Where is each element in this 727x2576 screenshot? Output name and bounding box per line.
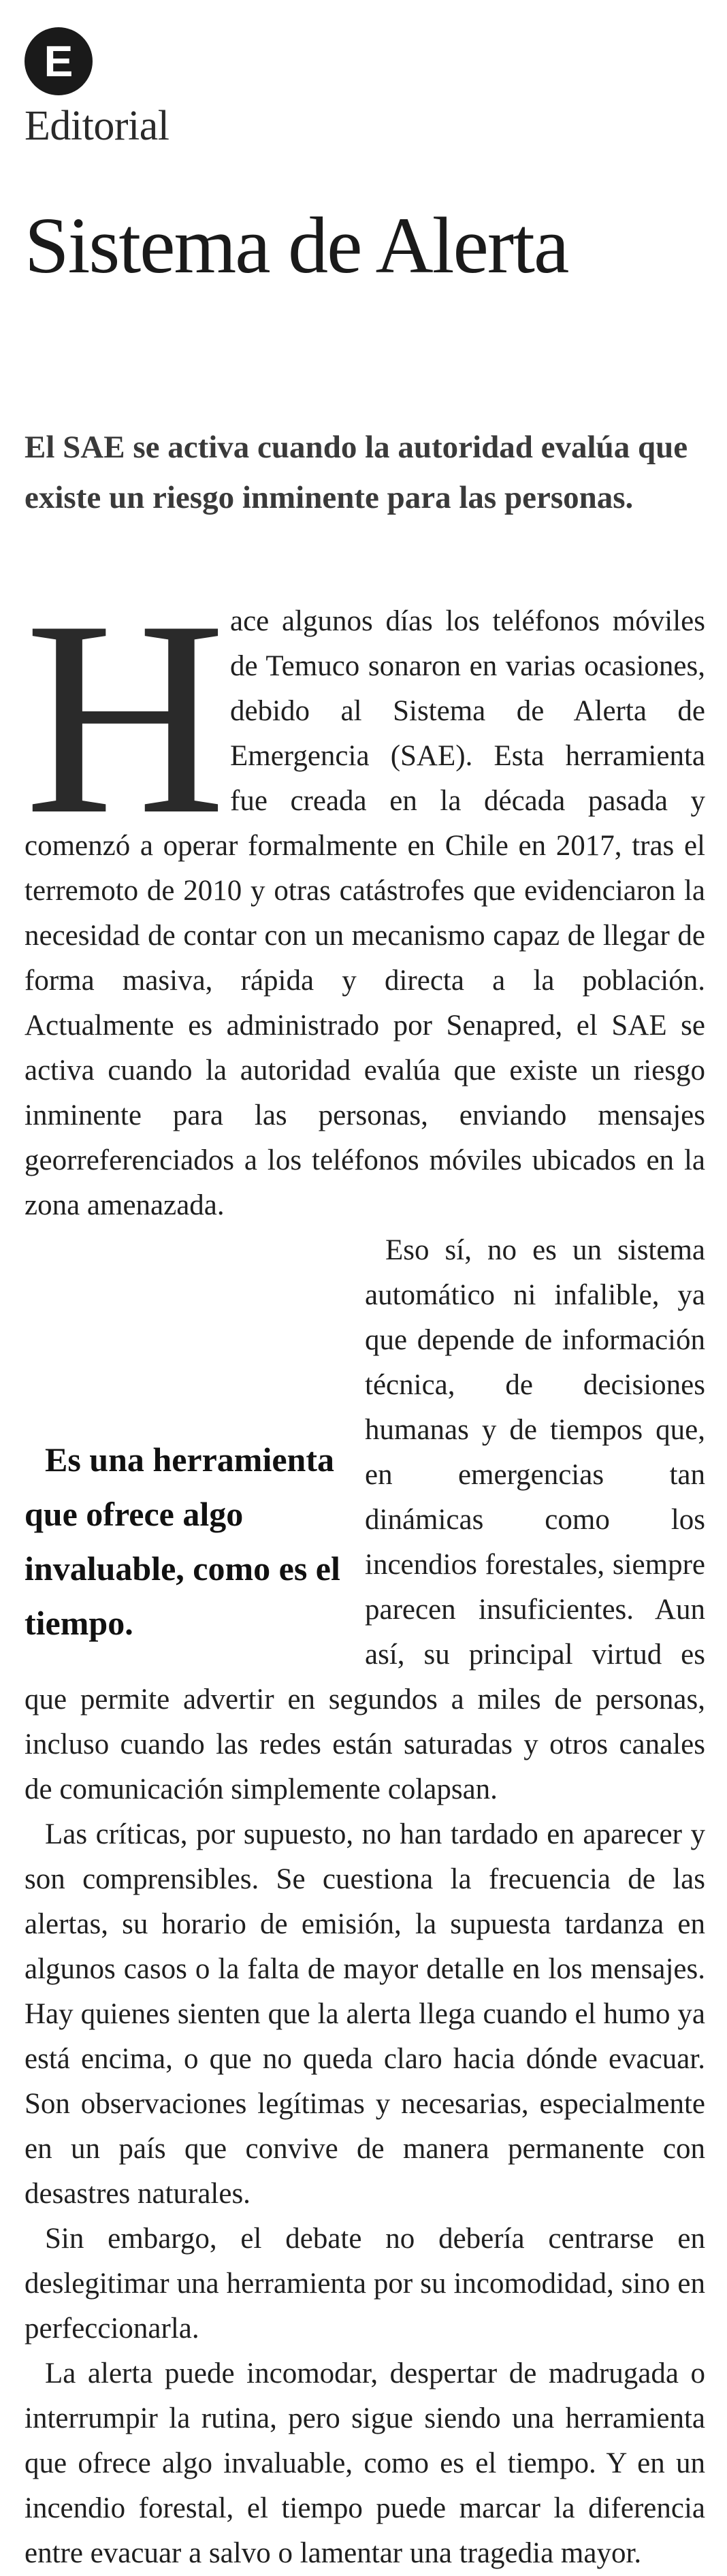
pull-quote: Es una herramienta que ofrece algo invaluable, como es el tiempo. <box>25 1440 340 1642</box>
paragraph-5: La alerta puede incomodar, despertar de madrugada o interrumpir la rutina, pero sigue siendo una herramienta que ofrece algo invaluable, como es el tiempo. Y en un incendio forestal, el tiempo puede marcar la diferencia entre evacuar a salvo o lamentar una tragedia mayor. <box>25 2357 705 2569</box>
paragraph-2 <box>25 1228 705 1812</box>
paragraph-2-text: Eso sí, no es un sistema automático ni infalible, ya que depende de información técnica, de decisiones humanas y de tiempos que, en emergencias tan dinámicas como los incendios forestales, siempre parecen insuficientes. Aun así, su principal virtud es que permite advertir en segundos a miles de personas, incluso cuando las redes están saturadas y otros canales de comunicación simplemente colapsan. <box>25 1234 705 1805</box>
paragraph-1 <box>25 563 705 1228</box>
article-lead: El SAE se activa cuando la autoridad evalúa que existe un riesgo inminente para las personas. <box>25 430 688 515</box>
drop-cap: H <box>25 563 227 872</box>
paragraph-1-text: ace algunos días los teléfonos móviles de Temuco sonaron en varias ocasiones, debido al Sistema de Alerta de Emergencia (SAE). Esta herramienta fue creada en la década pasada y comenzó a operar formalmente en Chile en 2017, tras el terremoto de 2010 y otras catástrofes que evidenciaron la necesidad de contar con un mecanismo capaz de llegar de forma masiva, rápida y directa a la población. Actualmente es administrado por Senapred, el SAE se activa cuando la autoridad evalúa que existe un riesgo inminente para las personas, enviando mensajes georreferenciados a los teléfonos móviles ubicados en la zona amenazada. <box>25 605 705 1221</box>
section-label: Editorial <box>25 103 169 149</box>
paragraph-4: Sin embargo, el debate no debería centrarse en deslegitimar una herramienta por su incomodidad, sino en perfeccionarla. <box>25 2223 705 2345</box>
article-title: Sistema de Alerta <box>25 201 568 290</box>
article-body <box>25 563 705 2576</box>
paragraph-3: Las críticas, por supuesto, no han tardado en aparecer y son comprensibles. Se cuestiona la frecuencia de las alertas, su horario de emisión, la supuesta tardanza en algunos casos o la falta de mayor detalle en los mensajes. Hay quienes sienten que la alerta llega cuando el humo ya está encima, o que no queda claro hacia dónde evacuar. Son observaciones legítimas y necesarias, especialmente en un país que convive de manera permanente con desastres naturales. <box>25 1818 705 2210</box>
section-badge: E <box>25 27 93 95</box>
